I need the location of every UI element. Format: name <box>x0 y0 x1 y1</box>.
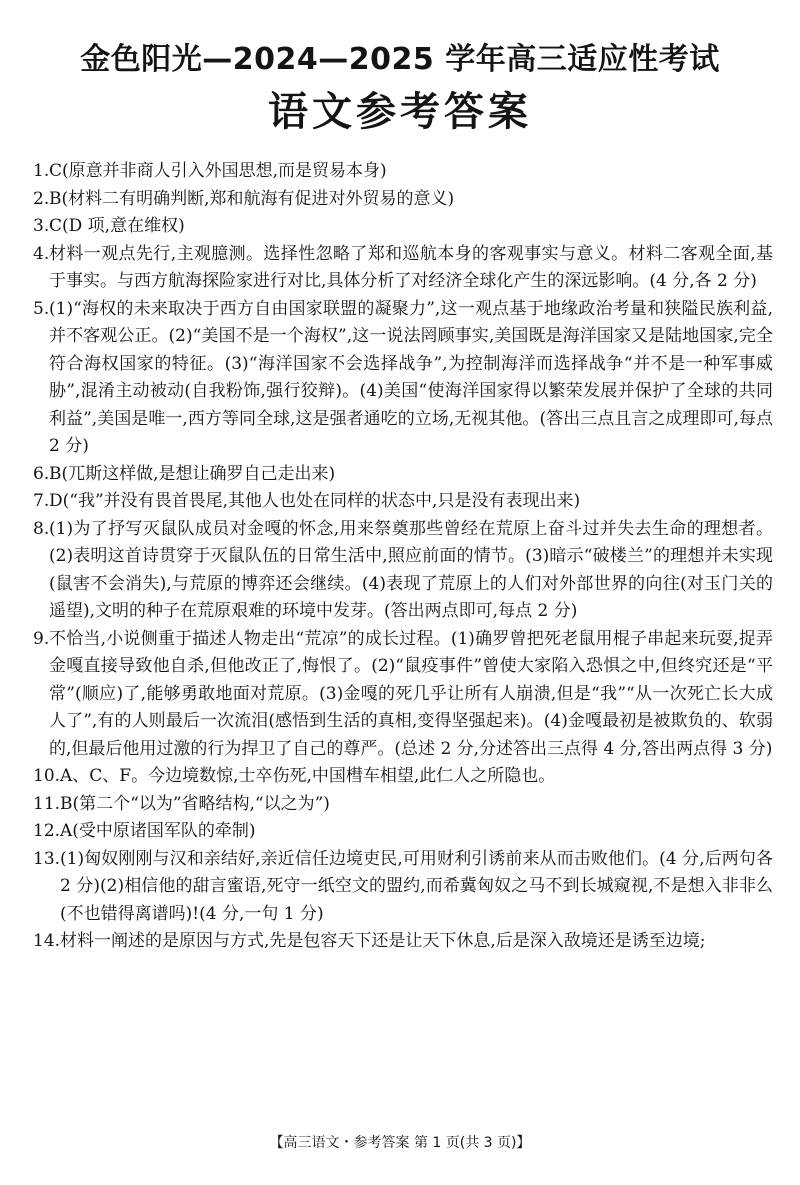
answer-text: A(受中原诸国军队的牵制) <box>60 821 256 841</box>
answer-number: 2. <box>33 188 50 209</box>
answer-number: 3. <box>33 216 50 236</box>
answer-text: B(第二个“以为”省略结构,“以之为”) <box>60 793 330 814</box>
answer-item <box>33 213 773 241</box>
answer-text: (1)匈奴刚刚与汉和亲结好,亲近信任边境吏民,可用财利引诱前来从而击败他们。(4 分,后两句各 2 分)(2)相信他的甜言蜜语,死守一纸空文的盟约,而希冀匈奴之马不到长城窥视,不是想入非非么(不也错得离谱吗)!(4 分,一句 1 分) <box>60 848 773 924</box>
answer-item <box>33 461 773 489</box>
answer-item <box>33 846 773 929</box>
answer-number: 5. <box>33 298 50 319</box>
answer-number: 13. <box>33 848 61 869</box>
answer-text: (1)为了抒写灭鼠队成员对金嘎的怀念,用来祭奠那些曾经在荒原上奋斗过并失去生命的理想者。(2)表明这首诗贯穿于灭鼠队伍的日常生活中,照应前面的情节。(3)暗示“破楼兰”的理想并未实现(鼠害不会消失),与荒原的博弈还会继续。(4)表现了荒原上的人们对外部世界的向往(对玉门关的遥望),文明的种子在荒原艰难的环境中发芽。(答出两点即可,每点 2 分) <box>49 518 773 621</box>
answer-number: 8. <box>33 518 50 539</box>
answer-text: C(原意并非商人引入外国思想,而是贸易本身) <box>49 161 387 181</box>
answer-item <box>33 241 773 296</box>
answer-number: 10. <box>33 766 61 786</box>
page-footer: 【高三语文・参考答案 第 1 页(共 3 页)】 <box>269 1135 531 1151</box>
answer-text: 材料一观点先行,主观臆测。选择性忽略了郑和巡航本身的客观事实与意义。材料二客观全面,基于事实。与西方航海探险家进行对比,具体分析了对经济全球化产生的深远影响。(4 分,各 2 分) <box>49 243 773 291</box>
answer-item <box>33 791 773 819</box>
answer-item <box>33 488 773 516</box>
answer-list <box>33 158 773 956</box>
answer-text: B(兀斯这样做,是想让确罗自己走出来) <box>49 463 336 484</box>
answer-text: 材料一阐述的是原因与方式,先是包容天下还是让天下休息,后是深入敌境还是诱至边境; <box>60 931 706 951</box>
answer-number: 4. <box>33 243 50 264</box>
answer-number: 1. <box>33 161 50 181</box>
answer-item <box>33 516 773 626</box>
answer-text: B(材料二有明确判断,郑和航海有促进对外贸易的意义) <box>49 188 455 209</box>
exam-title: 金色阳光—2024—2025 学年高三适应性考试 <box>80 42 720 77</box>
answer-item <box>33 158 773 186</box>
answer-text: 不恰当,小说侧重于描述人物走出“荒凉”的成长过程。(1)确罗曾把死老鼠用棍子串起来玩耍,捉弄金嘎直接导致他自杀,但他改正了,悔恨了。(2)“鼠疫事件”曾使大家陷入恐惧之中,但终究还是“平常”(顺应)了,能够勇敢地面对荒原。(3)金嘎的死几乎让所有人崩溃,但是“我”“从一次死亡长大成人了”,有的人则最后一次流泪(感悟到生活的真相,变得坚强起来)。(4)金嘎最初是被欺负的、软弱的,但最后他用过激的行为捍卫了自己的尊严。(总述 2 分,分述答出三点得 4 分,答出两点得 3 分) <box>49 628 773 759</box>
answer-item <box>33 626 773 764</box>
answer-text: D(“我”并没有畏首畏尾,其他人也处在同样的状态中,只是没有表现出来) <box>49 491 581 511</box>
answer-number: 11. <box>33 793 61 814</box>
answer-text: C(D 项,意在维权) <box>49 216 185 236</box>
answer-number: 12. <box>33 821 61 841</box>
answer-item <box>33 763 773 791</box>
answer-number: 6. <box>33 463 50 484</box>
answer-item <box>33 928 773 956</box>
answer-number: 9. <box>33 628 50 649</box>
answer-text: (1)“海权的未来取决于西方自由国家联盟的凝聚力”,这一观点基于地缘政治考量和狭隘民族利益,并不客观公正。(2)“美国不是一个海权”,这一说法罔顾事实,美国既是海洋国家又是陆地国家,完全符合海权国家的特征。(3)“海洋国家不会选择战争”,为控制海洋而选择战争“并不是一种军事威胁”,混淆主动被动(自我粉饰,强行狡辩)。(4)美国“使海洋国家得以繁荣发展并保护了全球的共同利益”,美国是唯一,西方等同全球,这是强者通吃的立场,无视其他。(答出三点且言之成理即可,每点 2 分) <box>49 298 773 456</box>
answer-number: 14. <box>33 931 61 951</box>
answer-number: 7. <box>33 491 50 511</box>
document-title: 语文参考答案 <box>268 89 532 135</box>
answer-item <box>33 818 773 846</box>
answer-item <box>33 186 773 214</box>
answer-item <box>33 296 773 461</box>
answer-text: A、C、F。今边境数惊,士卒伤死,中国槥车相望,此仁人之所隐也。 <box>60 766 556 786</box>
